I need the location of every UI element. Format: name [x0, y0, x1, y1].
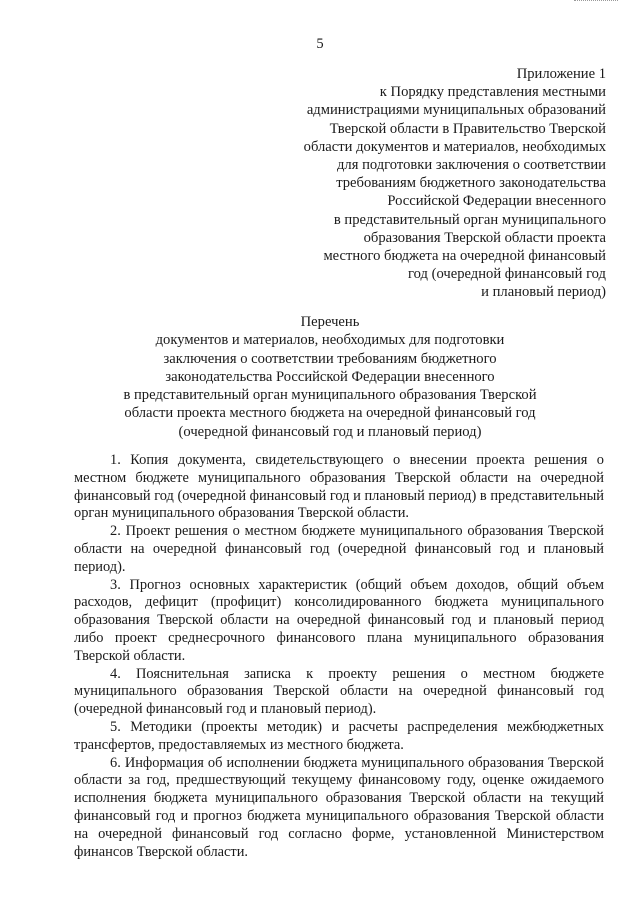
appendix-line: в представительный орган муниципального — [333, 211, 606, 228]
list-item: 3. Прогноз основных характеристик (общий объем доходов, общий объем расходов, дефицит (профицит) консолидированного бюджета муниципального образования Тверской области на очередной финансовый год и плановый период либо проект среднесрочного финансового плана муниципального образования Тверской области. — [74, 576, 604, 664]
appendix-line: год (очередной финансовый год — [408, 266, 606, 283]
list-title-line: заключения о соответствии требованиям бюджетного — [163, 350, 497, 367]
list-title-line: документов и материалов, необходимых для подготовки — [155, 332, 505, 349]
document-list — [74, 452, 604, 861]
list-title-line: области проекта местного бюджета на очередной финансовый год — [124, 405, 536, 422]
list-item: 1. Копия документа, свидетельствующего о внесении проекта решения о местном бюджете муниципального образования Тверской области на очередной финансовый год (очередной финансовый год и плановый период) в представительный орган муниципального образования Тверской области. — [74, 452, 604, 522]
list-item: 4. Пояснительная записка к проекту решения о местном бюджете муниципального образования Тверской области на очередной финансовый год (очередной финансовый год и плановый период). — [74, 665, 604, 718]
appendix-line: требованиям бюджетного законодательства — [336, 175, 606, 192]
appendix-line: администрациями муниципальных образований — [306, 102, 606, 119]
appendix-line: Приложение 1 — [516, 66, 606, 82]
list-title-line: законодательства Российской Федерации внесенного — [165, 368, 495, 385]
appendix-line: Тверской области в Правительство Тверской — [329, 120, 606, 137]
list-title-line: в представительный орган муниципального образования Тверской — [123, 387, 537, 404]
list-item: 5. Методики (проекты методик) и расчеты распределения межбюджетных трансфертов, предоставляемых из местного бюджета. — [74, 718, 604, 753]
list-item: 6. Информация об исполнении бюджета муниципального образования Тверской области за год, предшествующий текущему финансовому году, оценке ожидаемого исполнения бюджета муниципального образования Тверской области на текущий финансовый год и прогноз бюджета муниципального образования Тверской области на очередной финансовый год согласно форме, установленной Министерством финансов Тверской области. — [74, 754, 604, 860]
scan-corner-mark — [574, 0, 618, 5]
appendix-line: области документов и материалов, необходимых — [303, 138, 606, 155]
appendix-line: и плановый период) — [481, 284, 606, 301]
appendix-line: Российской Федерации внесенного — [387, 193, 606, 210]
appendix-line: образования Тверской области проекта — [363, 229, 606, 246]
list-title-line: (очередной финансовый год и плановый период) — [178, 423, 482, 440]
appendix-line: для подготовки заключения о соответствии — [337, 157, 606, 174]
appendix-line: местного бюджета на очередной финансовый — [323, 248, 606, 265]
list-heading: Перечень — [300, 314, 360, 330]
appendix-line: к Порядку представления местными — [379, 84, 606, 101]
list-title — [40, 313, 620, 441]
appendix-header — [276, 65, 606, 302]
page-number: 5 — [316, 36, 324, 52]
list-item: 2. Проект решения о местном бюджете муниципального образования Тверской области на очередной финансовый год (очередной финансовый год и плановый период). — [74, 523, 604, 575]
